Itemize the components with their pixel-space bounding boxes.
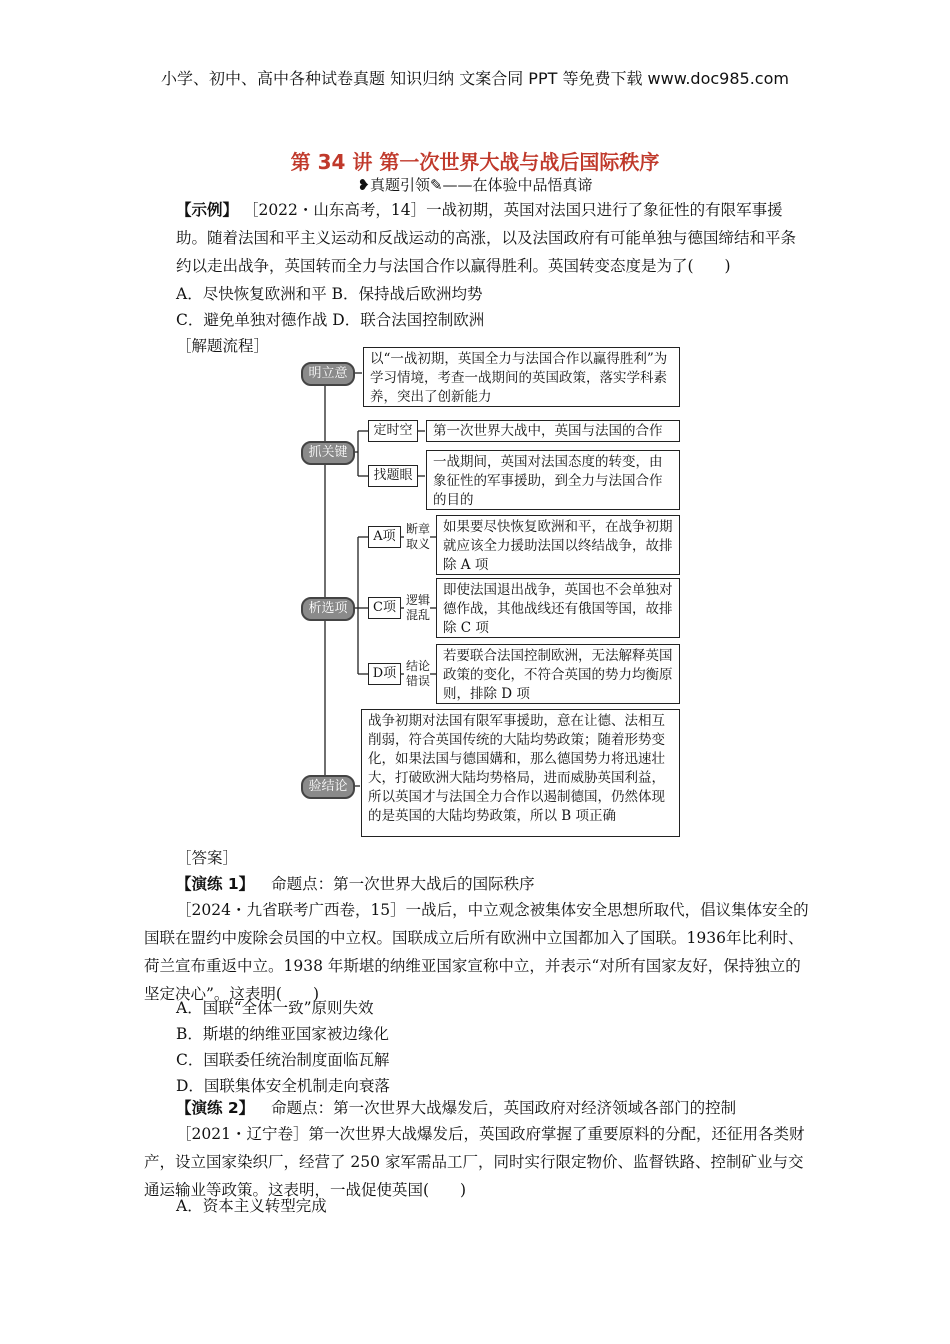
step-establish-intent-box: 以“一战初期，英国全力与法国合作以赢得胜利”为学习情境，考查一战期间的英国政策，落实学科素养，突出了创新能力 (363, 347, 680, 407)
tag-option-c: C项 (368, 597, 401, 619)
example-text: ［2022・山东高考，14］一战初期，英国对法国只进行了象征性的有限军事援助。随着法国和平主义运动和反战运动的高涨，以及法国政府有可能单独与德国缔结和平条约以走出战争，英国转而全力与法国合作以赢得胜利。英国转变态度是为了( ) (176, 201, 797, 275)
drill2-header (176, 1094, 736, 1122)
tag-option-a: A项 (368, 526, 401, 548)
tag-option-d: D项 (368, 663, 401, 685)
answer-label: ［答案］ (176, 849, 239, 867)
drill1-tag: 【演练 1】 (176, 875, 255, 893)
conclusion-box: 战争初期对法国有限军事援助，意在让德、法相互削弱，符合英国传统的大陆均势政策；随着形势变化，如果法国与德国媾和，那么德国势力将迅速壮大，打破欧洲大陆均势格局，进而威胁英国利益，所以英国才与法国全力合作以遏制德国，仍然体现的是英国的大陆均势政策，所以 B 项正确 (361, 709, 680, 837)
drill1-header (176, 870, 535, 898)
drill1-option-d: D．国联集体安全机制走向衰落 (176, 1077, 390, 1095)
drill2-topic: 命题点：第一次世界大战爆发后，英国政府对经济领域各部门的控制 (271, 1099, 737, 1117)
option-a-box: 如果要尽快恢复欧洲和平，在战争初期就应该全力援助法国以终结战争，故排除 A 项 (436, 515, 680, 575)
drill2-tag: 【演练 2】 (176, 1099, 255, 1117)
tag-time-space: 定时空 (368, 420, 418, 442)
step-key-points: 抓关键 (301, 441, 355, 465)
drill1-text: ［2024・九省联考广西卷，15］一战后，中立观念被集体安全思想所取代，倡议集体安全的国联在盟约中废除会员国的中立权。国联成立后所有欧洲中立国都加入了国联。1936年比利时、荷兰宣布重返中立。1938 年斯堪的纳维亚国家宣称中立，并表示“对所有国家友好，保持独立的坚定决心”。这表明( ) (144, 901, 809, 1003)
drill1-option-a: A．国联“全体一致”原则失效 (176, 999, 374, 1017)
step-verify-conclusion: 验结论 (301, 775, 355, 799)
flow-label: ［解题流程］ (176, 337, 270, 355)
example-options-ab: A．尽快恢复欧洲和平 B．保持战后欧洲均势 (176, 285, 483, 303)
example-tag: 【示例】 (176, 201, 239, 219)
option-a-caption: 断章取义 (405, 522, 430, 551)
step-establish-intent: 明立意 (301, 362, 355, 386)
drill1-topic: 命题点：第一次世界大战后的国际秩序 (271, 875, 535, 893)
time-space-box: 第一次世界大战中，英国与法国的合作 (426, 420, 680, 442)
example-options-cd: C．避免单独对德作战 D．联合法国控制欧洲 (176, 311, 485, 329)
option-c-box: 即使法国退出战争，英国也不会单独对德作战，其他战线还有俄国等国，故排除 C 项 (436, 578, 680, 638)
option-c-caption: 逻辑混乱 (405, 593, 430, 622)
lesson-title: 第 34 讲 第一次世界大战与战后国际秩序 (290, 150, 660, 174)
question-eye-box: 一战期间，英国对法国态度的转变，由象征性的军事援助，到全力与法国合作的目的 (426, 450, 680, 510)
drill1-option-b: B．斯堪的纳维亚国家被边缘化 (176, 1025, 389, 1043)
drill2-option-a: A．资本主义转型完成 (176, 1197, 327, 1215)
option-d-caption: 结论错误 (405, 659, 430, 688)
step-analyze-options: 析选项 (301, 597, 355, 621)
lesson-subtitle: ❥真题引领✎——在体验中品悟真谛 (357, 176, 593, 194)
page-header: 小学、初中、高中各种试卷真题 知识归纳 文案合同 PPT 等免费下载 www.doc985.com (161, 69, 789, 88)
tag-question-eye: 找题眼 (368, 465, 418, 487)
drill1-option-c: C．国联委任统治制度面临瓦解 (176, 1051, 390, 1069)
drill2-text: ［2021・辽宁卷］第一次世界大战爆发后，英国政府掌握了重要原料的分配，还征用各类财产，设立国家染织厂，经营了 250 家军需品工厂，同时实行限定物价、监督铁路、控制矿业与交通运输业等政策。这表明，一战促使英国( ) (144, 1125, 805, 1199)
option-d-box: 若要联合法国控制欧洲，无法解释英国政策的变化，不符合英国的势力均衡原则，排除 D 项 (436, 644, 680, 704)
